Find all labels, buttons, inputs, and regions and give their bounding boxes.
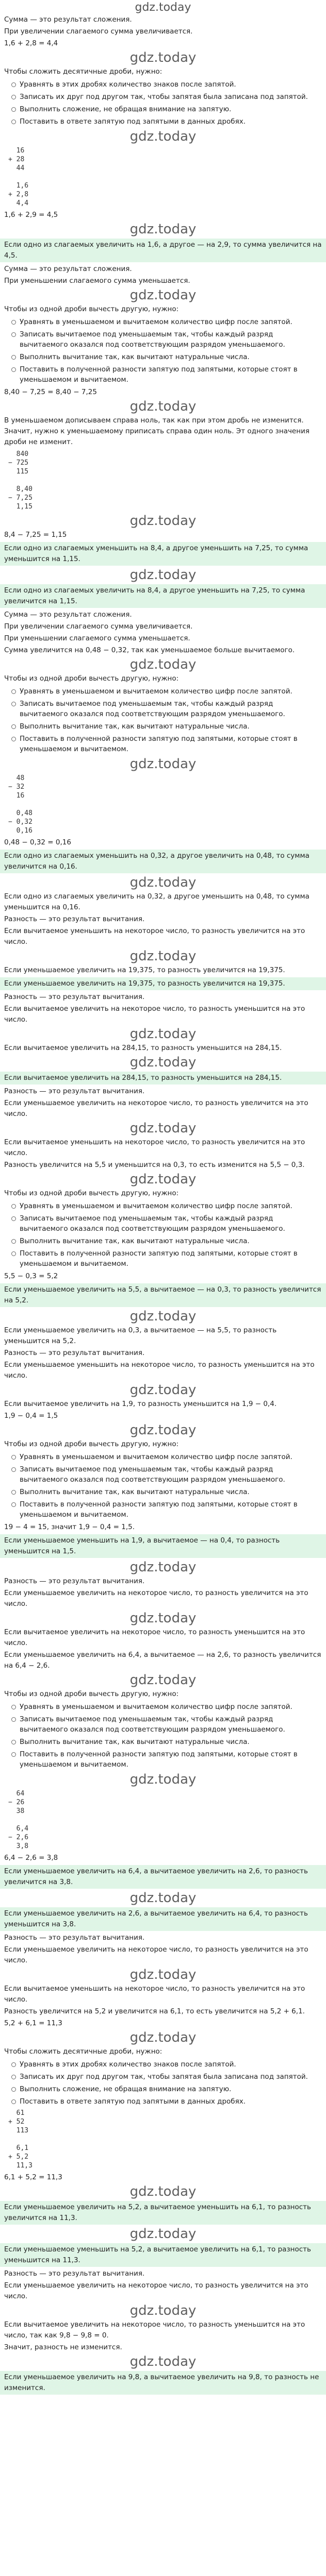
watermark: gdz.today — [129, 1772, 197, 1787]
answer-highlight: Если одно из слагаемых уменьшить на 8,4, а другое уменьшить на 7,25, то сумма уменьшится на 1,15. — [0, 542, 326, 566]
watermark: gdz.today — [129, 399, 197, 414]
list-item: Поставить в полученной разности запятую под запятыми, которые стоят в уменьшаемом и вычитаемом. — [13, 734, 322, 754]
paragraph: 1,6 + 2,8 = 4,4 — [4, 39, 58, 47]
watermark: gdz.today — [129, 1382, 197, 1398]
paragraph: Сумма увеличится на 0,48 − 0,32, так как уменьшаемое больше вычитаемого. — [4, 646, 295, 654]
paragraph: 1,6 + 2,9 = 4,5 — [4, 211, 58, 219]
list-item: Записать вычитаемое под уменьшаемым так, чтобы каждый разряд вычитаемого оказался под соответствующим разрядом уменьшаемого. — [13, 329, 322, 350]
list-item: Выполнить сложение, не обращая внимание на запятую. — [13, 104, 322, 114]
answer-highlight: Если одно из слагаемых увеличить на 8,4, а другое уменьшить на 7,25, то сумма увеличится на 1,15. — [0, 584, 326, 608]
watermark: gdz.today — [129, 2030, 197, 2045]
rule-list — [4, 2059, 322, 2107]
paragraph: Если вычитаемое уменьшить на некоторое число, то разность увеличится на это число. — [4, 1138, 305, 1157]
watermark: gdz.today — [129, 2303, 197, 2318]
watermark: gdz.today — [129, 1890, 197, 1906]
watermark: gdz.today — [129, 1672, 197, 1688]
watermark: gdz.today — [129, 1611, 197, 1626]
paragraph: Разность — это результат вычитания. — [4, 915, 145, 923]
answer-highlight: Если уменьшаемое уменьшить на 5,2, а вычитаемое увеличить на 6,1, то разность уменьшится на 11,3. — [0, 2243, 326, 2267]
paragraph: Разность — это результат вычитания. — [4, 2269, 145, 2278]
paragraph: Разность — это результат вычитания. — [4, 1087, 145, 1095]
watermark: gdz.today — [129, 513, 197, 529]
watermark: gdz.today — [129, 657, 197, 672]
watermark: gdz.today — [129, 287, 197, 303]
paragraph: Если уменьшаемое увеличить на некоторое число, то разность увеличится на это число. — [4, 1945, 308, 1964]
watermark: gdz.today — [129, 1172, 197, 1187]
paragraph: Если вычитаемое уменьшить на некоторое число, то разность увеличится на это число. — [4, 927, 305, 946]
watermark: gdz.today — [129, 1560, 197, 1575]
list-item: Поставить в ответе запятую под запятыми в данных дробях. — [13, 116, 322, 127]
answer-highlight: Если уменьшаемое увеличить на 5,5, а вычитаемое — на 0,3, то разность увеличится на 5,2. — [0, 1283, 326, 1307]
list-item: Уравнять в уменьшаемом и вычитаемом количество цифр после запятой. — [13, 686, 322, 697]
paragraph: 1,9 − 0,4 = 1,5 — [4, 1412, 58, 1420]
list-item: Уравнять в этих дробях количество знаков после запятой. — [13, 79, 322, 90]
paragraph: 5,5 − 0,3 = 5,2 — [4, 1272, 58, 1280]
answer-highlight: Если уменьшаемое увеличить на 2,6, а вычитаемое увеличить на 6,4, то разность уменьшится на 3,8. — [0, 1907, 326, 1931]
list-item: Выполнить вычитание так, как вычитают натуральные числа. — [13, 1737, 322, 1747]
paragraph: Если уменьшаемое увеличить на 19,375, то разность увеличится на 19,375. — [4, 966, 285, 974]
paragraph: 19 − 4 = 15, значит 1,9 − 0,4 = 1,5. — [4, 1523, 135, 1531]
paragraph: Если вычитаемое уменьшить на некоторое число, то разность увеличится на это число. — [4, 1985, 305, 2004]
list-item: Записать их друг под другом так, чтобы запятая была записана под запятой. — [13, 92, 322, 102]
list-item: Выполнить сложение, не обращая внимание на запятую. — [13, 2084, 322, 2094]
paragraph: Если уменьшаемое увеличить на 0,3, а вычитаемое — на 5,5, то разность уменьшится на 5,2. — [4, 1326, 277, 1345]
column-calculation: 64 − 26 38 6,4 − 2,6 3,8 — [8, 1790, 29, 1850]
paragraph: 6,4 − 2,6 = 3,8 — [4, 1854, 58, 1862]
list-item: Уравнять в уменьшаемом и вычитаемом количество цифр после запятой. — [13, 1201, 322, 1211]
site-header[interactable]: gdz.today — [135, 1, 191, 14]
paragraph: Сумма — это результат сложения. — [4, 15, 132, 24]
paragraph: Разность — это результат вычитания. — [4, 1349, 145, 1357]
paragraph: Если уменьшаемое увеличить на 6,4, а вычитаемое — на 2,6, то разность увеличится на 6,4 − 2,6. — [4, 1651, 321, 1670]
watermark: gdz.today — [129, 875, 197, 890]
solution-content — [4, 14, 322, 2395]
list-item: Записать вычитаемое под уменьшаемым так, чтобы каждый разряд вычитаемого оказался под соответствующим разрядом уменьшаемого. — [13, 1213, 322, 1234]
answer-highlight: Если уменьшаемое уменьшить на 1,9, а вычитаемое — на 0,4, то разность уменьшится на 1,5. — [0, 1534, 326, 1558]
watermark: gdz.today — [129, 50, 197, 65]
paragraph: Если уменьшаемое уменьшить на некоторое число, то разность уменьшится на это число. — [4, 1361, 315, 1380]
rule-list — [4, 686, 322, 754]
paragraph: При уменьшении слагаемого сумма уменьшается. — [4, 277, 190, 285]
paragraph: Чтобы из одной дроби вычесть другую, нужно: — [4, 305, 179, 313]
watermark: gdz.today — [129, 1055, 197, 1070]
watermark: gdz.today — [129, 2184, 197, 2199]
paragraph: Если уменьшаемое увеличить на некоторое число, то разность увеличится на это число. — [4, 2281, 308, 2300]
paragraph: Если уменьшаемое увеличить на некоторое число, то разность увеличится на это число. — [4, 1589, 308, 1608]
paragraph: 6,1 + 5,2 = 11,3 — [4, 2173, 62, 2181]
watermark: gdz.today — [129, 1026, 197, 1042]
watermark: gdz.today — [129, 2226, 197, 2242]
list-item: Поставить в полученной разности запятую под запятыми, которые стоят в уменьшаемом и вычитаемом. — [13, 1248, 322, 1269]
paragraph: 8,40 − 7,25 = 8,40 − 7,25 — [4, 388, 97, 396]
answer-highlight: Если уменьшаемое увеличить на 6,4, а вычитаемое увеличить на 2,6, то разность увеличится на 3,8. — [0, 1865, 326, 1889]
rule-list — [4, 317, 322, 385]
paragraph: Если вычитаемое увеличить на некоторое число, то разность уменьшится на это число. — [4, 1628, 305, 1647]
rule-list — [4, 1201, 322, 1269]
paragraph: Сумма — это результат сложения. — [4, 611, 132, 619]
paragraph: 0,48 − 0,32 = 0,16 — [4, 838, 71, 846]
list-item: Уравнять в этих дробях количество знаков после запятой. — [13, 2059, 322, 2070]
watermark: gdz.today — [129, 2354, 197, 2369]
list-item: Выполнить вычитание так, как вычитают натуральные числа. — [13, 352, 322, 362]
rule-list — [4, 79, 322, 127]
list-item: Записать вычитаемое под уменьшаемым так, чтобы каждый разряд вычитаемого оказался под соответствующим разрядом уменьшаемого. — [13, 1464, 322, 1485]
paragraph: При увеличении слагаемого сумма увеличивается. — [4, 622, 193, 631]
column-calculation: 16 + 28 44 1,6 + 2,8 4,4 — [8, 147, 29, 207]
paragraph: Если одно из слагаемых увеличить на 0,32, а другое уменьшить на 0,48, то сумма уменьшится на 0,16. — [4, 892, 309, 911]
watermark: gdz.today — [129, 222, 197, 237]
paragraph: Чтобы из одной дроби вычесть другую, нужно: — [4, 1440, 179, 1448]
list-item: Уравнять в уменьшаемом и вычитаемом количество цифр после запятой. — [13, 317, 322, 327]
paragraph: 5,2 + 6,1 = 11,3 — [4, 2019, 62, 2027]
watermark: gdz.today — [129, 1967, 197, 1982]
paragraph: Чтобы сложить десятичные дроби, нужно: — [4, 67, 162, 76]
list-item: Записать вычитаемое под уменьшаемым так, чтобы каждый разряд вычитаемого оказался под соответствующим разрядом уменьшаемого. — [13, 1714, 322, 1735]
rule-list — [4, 1452, 322, 1520]
paragraph: При уменьшении слагаемого сумма уменьшается. — [4, 634, 190, 642]
paragraph: Разность — это результат вычитания. — [4, 1934, 145, 1942]
paragraph: Разность — это результат вычитания. — [4, 1577, 145, 1585]
list-item: Выполнить вычитание так, как вычитают натуральные числа. — [13, 1487, 322, 1497]
list-item: Поставить в полученной разности запятую под запятыми, которые стоят в уменьшаемом и вычитаемом. — [13, 1749, 322, 1770]
watermark: gdz.today — [129, 1309, 197, 1324]
list-item: Записать их друг под другом так, чтобы запятая была записана под запятой. — [13, 2072, 322, 2082]
answer-highlight: Если вычитаемое увеличить на 284,15, то разность уменьшится на 284,15. — [0, 1072, 326, 1084]
column-calculation: 840 − 725 115 8,40 − 7,25 1,15 — [8, 450, 32, 511]
watermark: gdz.today — [129, 1121, 197, 1136]
paragraph: Если вычитаемое увеличить на некоторое число, то разность уменьшится на это число, так как 9,8 − 9,8 = 0. — [4, 2320, 305, 2340]
paragraph: 8,4 − 7,25 = 1,15 — [4, 531, 67, 539]
answer-highlight: Если уменьшаемое увеличить на 5,2, а вычитаемое уменьшить на 6,1, то разность увеличится на 11,3. — [0, 2201, 326, 2225]
list-item: Записать вычитаемое под уменьшаемым так, чтобы каждый разряд вычитаемого оказался под соответствующим разрядом уменьшаемого. — [13, 699, 322, 719]
watermark: gdz.today — [129, 129, 197, 144]
paragraph: Если вычитаемое увеличить на 1,9, то разность уменьшится на 1,9 − 0,4. — [4, 1400, 277, 1408]
paragraph: В уменьшаемом дописываем справа ноль, так как при этом дробь не изменится. Значит, нужно к уменьшаемому приписать справа один ноль. Эт одного значения дроби не изменит. — [4, 416, 309, 446]
answer-highlight: Если одно из слагаемых увеличить на 1,6, а другое — на 2,9, то сумма увеличится на 4,5. — [0, 239, 326, 262]
paragraph: Чтобы из одной дроби вычесть другую, нужно: — [4, 1690, 179, 1698]
paragraph: Разность — это результат вычитания. — [4, 993, 145, 1001]
paragraph: Чтобы сложить десятичные дроби, нужно: — [4, 2047, 162, 2056]
paragraph: Разность увеличится на 5,2 и увеличится на 6,1, то есть увеличится на 5,2 + 6,1. — [4, 2007, 305, 2015]
list-item: Поставить в полученной разности запятую под запятыми, которые стоят в уменьшаемом и вычитаемом. — [13, 1499, 322, 1520]
watermark: gdz.today — [129, 1422, 197, 1438]
rule-list — [4, 1702, 322, 1770]
paragraph: Если уменьшаемое увеличить на некоторое число, то разность увеличится на это число. — [4, 1099, 308, 1118]
column-calculation: 61 + 52 113 6,1 + 5,2 11,3 — [8, 2109, 32, 2170]
list-item: Уравнять в уменьшаемом и вычитаемом количество цифр после запятой. — [13, 1452, 322, 1462]
column-calculation: 48 − 32 16 0,48 − 0,32 0,16 — [8, 774, 32, 835]
paragraph: Сумма — это результат сложения. — [4, 265, 132, 273]
answer-highlight: Если уменьшаемое увеличить на 9,8, а вычитаемое увеличить на 9,8, то разность не изменится. — [0, 2371, 326, 2395]
answer-highlight: Если уменьшаемое увеличить на 19,375, то разность увеличится на 19,375. — [0, 977, 326, 990]
list-item: Уравнять в уменьшаемом и вычитаемом количество цифр после запятой. — [13, 1702, 322, 1712]
paragraph: Разность увеличится на 5,5 и уменьшится на 0,3, то есть изменится на 5,5 − 0,3. — [4, 1161, 305, 1169]
paragraph: При увеличении слагаемого сумма увеличивается. — [4, 27, 193, 36]
list-item: Поставить в полученной разности запятую под запятыми, которые стоят в уменьшаемом и вычитаемом. — [13, 364, 322, 385]
paragraph: Если вычитаемое увеличить на 284,15, то разность уменьшится на 284,15. — [4, 1044, 282, 1052]
paragraph: Если вычитаемое увеличить на некоторое число, то разность уменьшится на это число. — [4, 1005, 305, 1024]
paragraph: Чтобы из одной дроби вычесть другую, нужно: — [4, 1189, 179, 1197]
list-item: Выполнить вычитание так, как вычитают натуральные числа. — [13, 721, 322, 732]
watermark: gdz.today — [129, 948, 197, 964]
answer-highlight: Если одно из слагаемых уменьшить на 0,32, а другое увеличить на 0,48, то сумма увеличится на 0,16. — [0, 850, 326, 873]
paragraph: Чтобы из одной дроби вычесть другую, нужно: — [4, 674, 179, 683]
watermark: gdz.today — [129, 567, 197, 583]
list-item: Выполнить вычитание так, как вычитают натуральные числа. — [13, 1236, 322, 1246]
paragraph: Значит, разность не изменится. — [4, 2343, 122, 2351]
watermark: gdz.today — [129, 756, 197, 772]
list-item: Поставить в ответе запятую под запятыми в данных дробях. — [13, 2096, 322, 2107]
